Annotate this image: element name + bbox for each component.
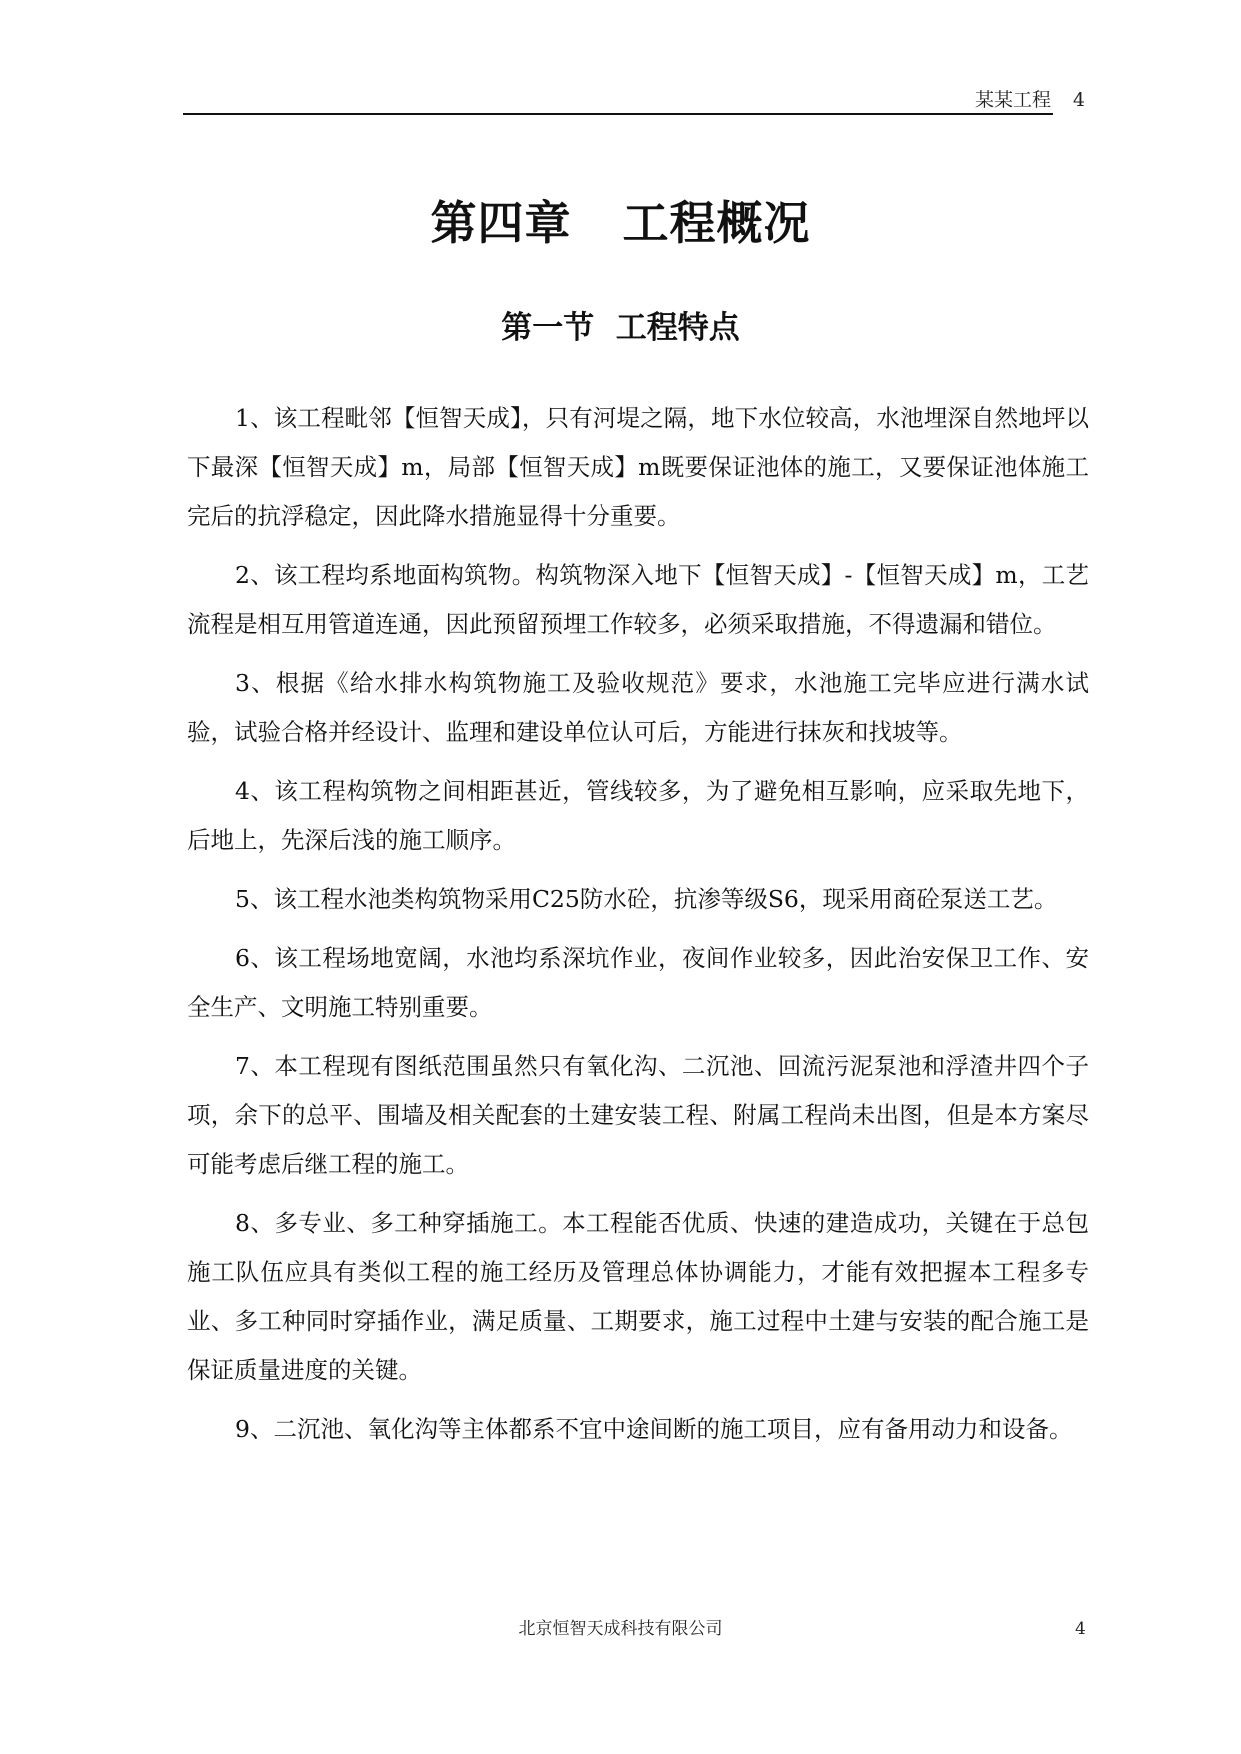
paragraph: 4、该工程构筑物之间相距甚近，管线较多，为了避免相互影响，应采取先地下，后地上，先深后浅的施工顺序。 xyxy=(187,777,1089,854)
page-header xyxy=(183,88,1089,112)
paragraph: 9、二沉池、氧化沟等主体都系不宜中途间断的施工项目，应有备用动力和设备。 xyxy=(235,1415,1073,1443)
footer-company: 北京恒智天成科技有限公司 xyxy=(518,1619,723,1639)
paragraph: 1、该工程毗邻【恒智天成】，只有河堤之隔，地下水位较高，水池埋深自然地坪以下最深【恒智天成】m，局部【恒智天成】m既要保证池体的施工，又要保证池体施工完后的抗浮稳定，因此降水措施显得十分重要。 xyxy=(187,404,1089,530)
footer-page-number: 4 xyxy=(1075,1619,1086,1639)
document-body xyxy=(187,394,1089,1464)
paragraph: 3、根据《给水排水构筑物施工及验收规范》要求，水池施工完毕应进行满水试验，试验合格并经设计、监理和建设单位认可后，方能进行抹灰和找坡等。 xyxy=(187,669,1089,746)
section-title: 第一节 工程特点 xyxy=(501,310,740,346)
paragraph: 2、该工程均系地面构筑物。构筑物深入地下【恒智天成】-【恒智天成】m，工艺流程是相互用管道连通，因此预留预埋工作较多，必须采取措施，不得遗漏和错位。 xyxy=(187,561,1089,638)
paragraph: 7、本工程现有图纸范围虽然只有氧化沟、二沉池、回流污泥泵池和浮渣井四个子项，余下的总平、围墙及相关配套的土建安装工程、附属工程尚未出图，但是本方案尽可能考虑后继工程的施工。 xyxy=(187,1052,1089,1178)
paragraph: 5、该工程水池类构筑物采用C25防水砼，抗渗等级S6，现采用商砼泵送工艺。 xyxy=(235,885,1058,913)
header-title: 某某工程 xyxy=(974,89,1051,111)
header-page-number: 4 xyxy=(1072,89,1085,111)
paragraph: 6、该工程场地宽阔，水池均系深坑作业，夜间作业较多，因此治安保卫工作、安全生产、文明施工特别重要。 xyxy=(187,944,1089,1021)
paragraph: 8、多专业、多工种穿插施工。本工程能否优质、快速的建造成功，关键在于总包施工队伍应具有类似工程的施工经历及管理总体协调能力，才能有效把握本工程多专业、多工种同时穿插作业，满足质量、工期要求，施工过程中土建与安装的配合施工是保证质量进度的关键。 xyxy=(187,1209,1089,1384)
header-divider xyxy=(183,113,1053,115)
chapter-title: 第四章 工程概况 xyxy=(430,196,811,250)
